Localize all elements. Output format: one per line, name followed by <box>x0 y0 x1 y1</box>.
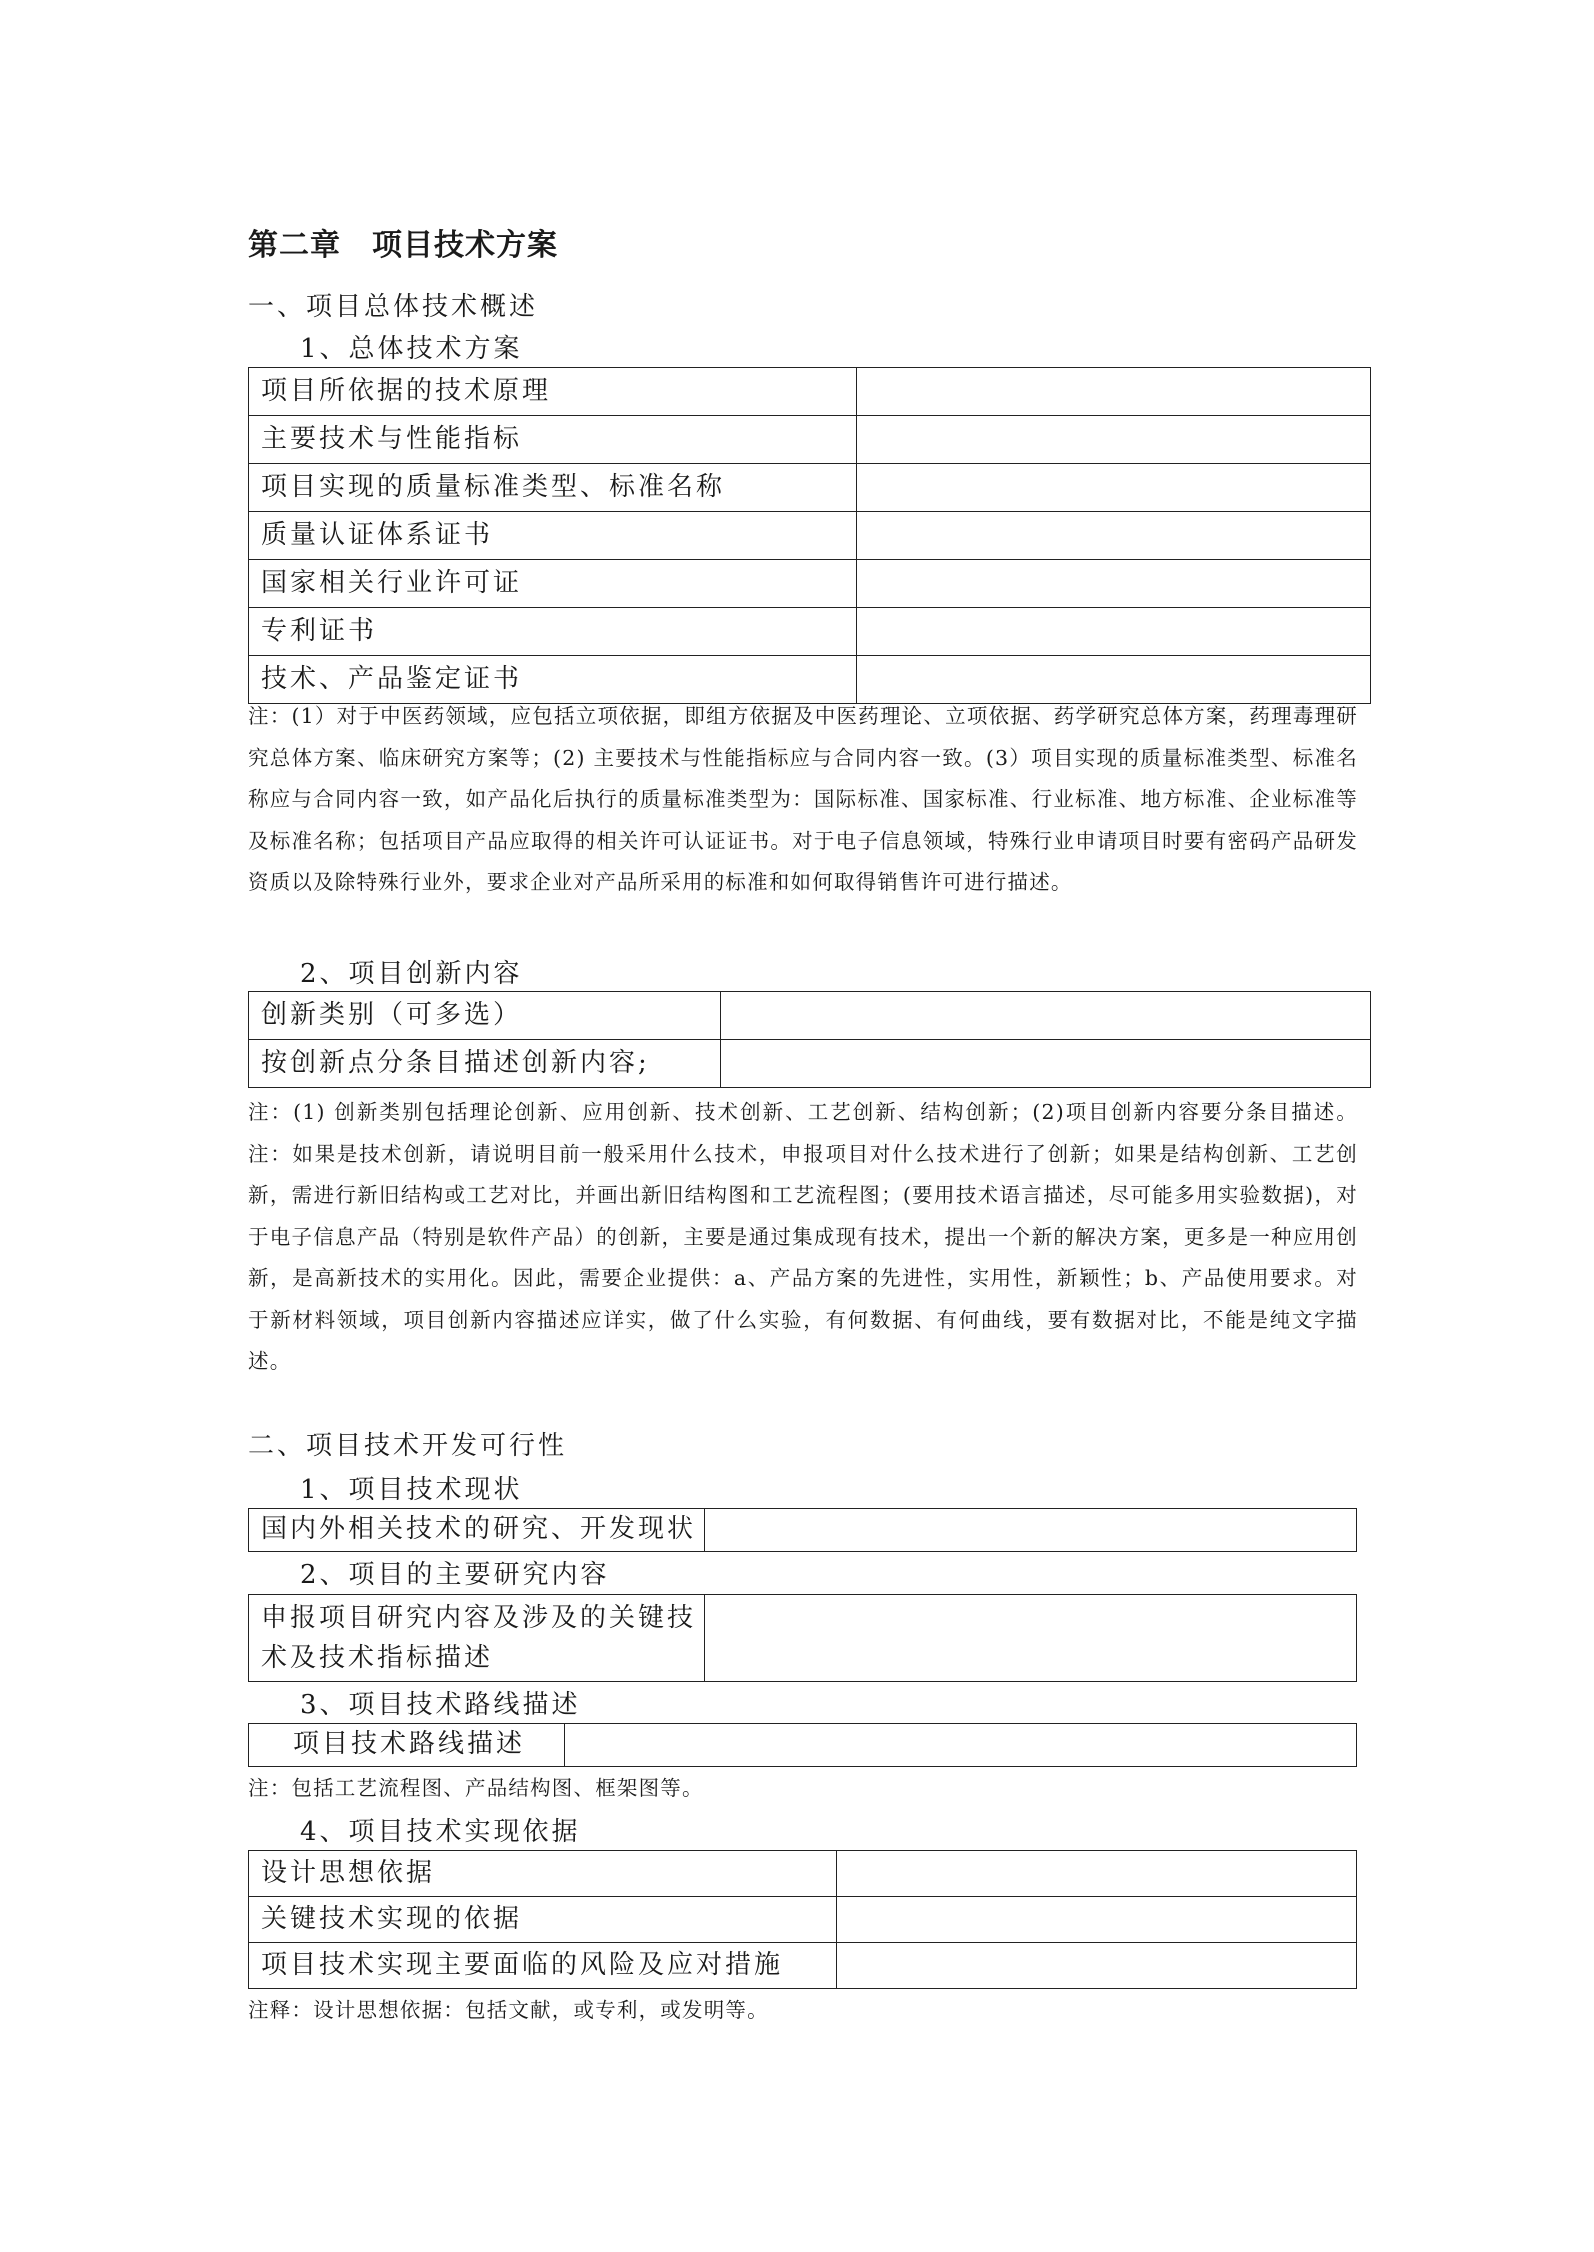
row-label: 质量认证体系证书 <box>249 512 857 560</box>
row-label: 技术、产品鉴定证书 <box>249 656 857 704</box>
row-label: 项目技术路线描述 <box>249 1724 565 1767</box>
table-row <box>249 608 1371 656</box>
table-row <box>249 1595 1357 1682</box>
table-row <box>249 560 1371 608</box>
note-overall-plan: 注：(1）对于中医药领域，应包括立项依据，即组方依据及中医药理论、立项依据、药学研究总体方案，药理毒理研究总体方案、临床研究方案等；(2) 主要技术与性能指标应与合同内容一致。(3）项目实现的质量标准类型、标准名称应与合同内容一致，如产品化后执行的质量标准类型为：国际标准、国家标准、行业标准、地方标准、企业标准等及标准名称；包括项目产品应取得的相关许可认证证书。对于电子信息领域，特殊行业申请项目时要有密码产品研发资质以及除特殊行业外，要求企业对产品所采用的标准和如何取得销售许可进行描述。 <box>248 704 1358 894</box>
table-row <box>249 1943 1357 1989</box>
row-label: 申报项目研究内容及涉及的关键技术及技术指标描述 <box>249 1595 705 1682</box>
row-value[interactable] <box>705 1509 1357 1552</box>
row-value[interactable] <box>857 368 1371 416</box>
row-label: 创新类别（可多选） <box>249 992 721 1040</box>
row-value[interactable] <box>721 992 1371 1040</box>
row-value[interactable] <box>857 608 1371 656</box>
research-table <box>248 1594 1357 1682</box>
subsection-heading-basis: 4、项目技术实现依据 <box>300 1817 581 1847</box>
table-row <box>249 1040 1371 1088</box>
table-row <box>249 512 1371 560</box>
table-row <box>249 1509 1357 1552</box>
table-row <box>249 992 1371 1040</box>
row-value[interactable] <box>721 1040 1371 1088</box>
row-value[interactable] <box>857 560 1371 608</box>
section-heading-feasibility: 二、项目技术开发可行性 <box>248 1431 568 1461</box>
subsection-heading-route: 3、项目技术路线描述 <box>300 1690 581 1720</box>
table-row <box>249 1851 1357 1897</box>
subsection-heading-overall-plan: 1、总体技术方案 <box>300 334 523 364</box>
subsection-heading-research: 2、项目的主要研究内容 <box>300 1560 610 1590</box>
table-row <box>249 464 1371 512</box>
row-label: 设计思想依据 <box>249 1851 837 1897</box>
table-row <box>249 1897 1357 1943</box>
row-label: 项目所依据的技术原理 <box>249 368 857 416</box>
route-table <box>248 1723 1357 1767</box>
subsection-heading-innovation: 2、项目创新内容 <box>300 959 523 989</box>
row-label: 项目技术实现主要面临的风险及应对措施 <box>249 1943 837 1989</box>
row-label: 国内外相关技术的研究、开发现状 <box>249 1509 705 1552</box>
row-label: 专利证书 <box>249 608 857 656</box>
row-value[interactable] <box>565 1724 1357 1767</box>
subsection-heading-status: 1、项目技术现状 <box>300 1475 523 1505</box>
row-value[interactable] <box>705 1595 1357 1682</box>
row-label: 主要技术与性能指标 <box>249 416 857 464</box>
table-row <box>249 368 1371 416</box>
row-label: 关键技术实现的依据 <box>249 1897 837 1943</box>
section-heading-overview: 一、项目总体技术概述 <box>248 292 539 322</box>
row-value[interactable] <box>857 416 1371 464</box>
overall-plan-table <box>248 367 1371 704</box>
row-value[interactable] <box>837 1943 1357 1989</box>
row-value[interactable] <box>857 512 1371 560</box>
chapter-title: 第二章 项目技术方案 <box>248 228 558 263</box>
note-route: 注：包括工艺流程图、产品结构图、框架图等。 <box>248 1776 704 1800</box>
row-value[interactable] <box>837 1897 1357 1943</box>
status-table <box>248 1508 1357 1552</box>
note-innovation: 注：(1) 创新类别包括理论创新、应用创新、技术创新、工艺创新、结构创新；(2)项目创新内容要分条目描述。注：如果是技术创新，请说明目前一般采用什么技术，申报项目对什么技术进行了创新；如果是结构创新、工艺创新，需进行新旧结构或工艺对比，并画出新旧结构图和工艺流程图；(要用技术语言描述，尽可能多用实验数据)，对于电子信息产品（特别是软件产品）的创新，主要是通过集成现有技术，提出一个新的解决方案，更多是一种应用创新，是高新技术的实用化。因此，需要企业提供：a、产品方案的先进性，实用性，新颖性；b、产品使用要求。对于新材料领域，项目创新内容描述应详实，做了什么实验，有何数据、有何曲线，要有数据对比，不能是纯文字描述。 <box>248 1100 1358 1373</box>
row-value[interactable] <box>857 464 1371 512</box>
row-label: 国家相关行业许可证 <box>249 560 857 608</box>
note-basis: 注释：设计思想依据：包括文献，或专利，或发明等。 <box>248 1998 769 2022</box>
innovation-table <box>248 991 1371 1088</box>
row-value[interactable] <box>837 1851 1357 1897</box>
table-row <box>249 416 1371 464</box>
row-label: 按创新点分条目描述创新内容; <box>249 1040 721 1088</box>
table-row <box>249 1724 1357 1767</box>
row-label: 项目实现的质量标准类型、标准名称 <box>249 464 857 512</box>
basis-table <box>248 1850 1357 1989</box>
